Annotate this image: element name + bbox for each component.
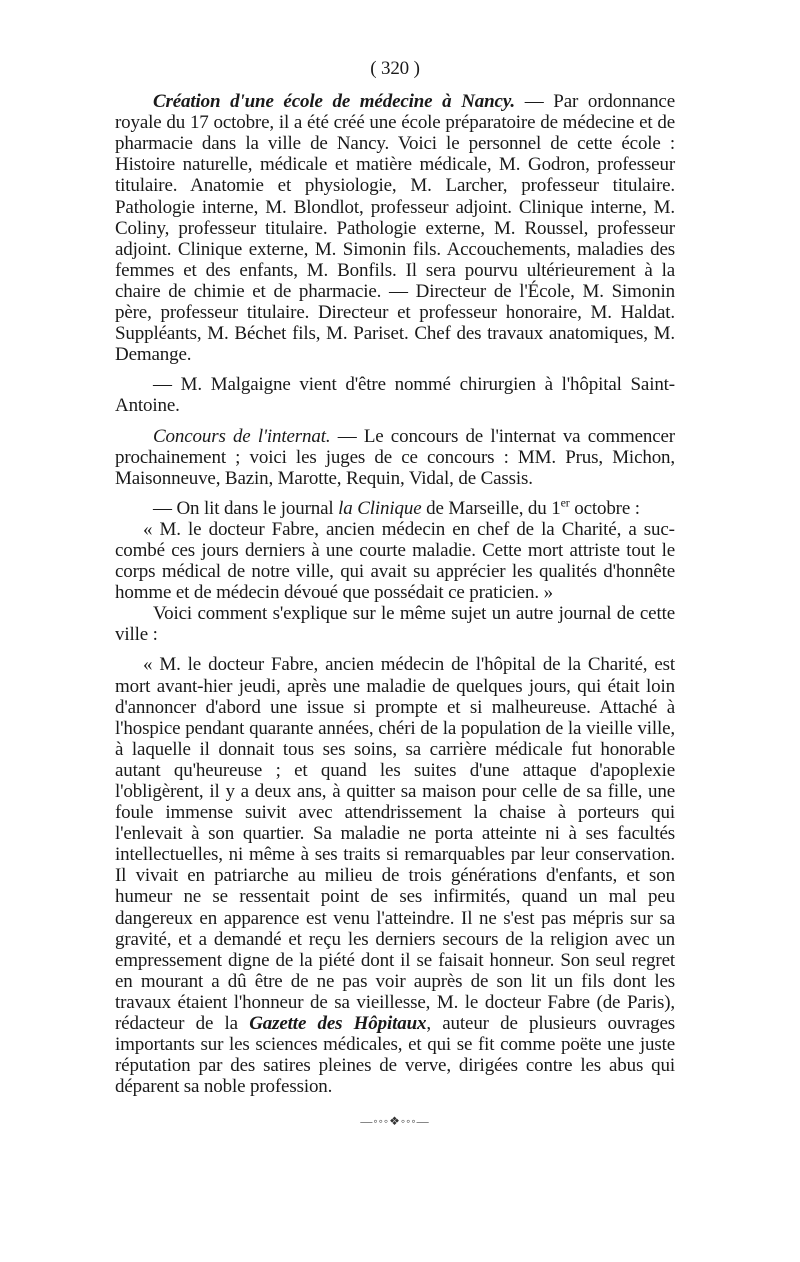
paragraph-text: — Le concours de l'internat va commencer prochainement ; voici les juges de ce concours : MM. Prus, Michon, Maisonneuve, Bazin, Marotte, Requin, Vidal, de Cassis. [115,425,675,489]
paragraph-text: — M. Malgaigne vient d'être nommé chirurgien à l'hôpital Saint-Antoine. [115,374,675,417]
paragraph-text: octobre : [569,497,640,519]
journal-title-clinique: la Clinique [338,497,422,519]
page-number: ( 320 ) [370,58,420,79]
section-heading-internat: Concours de l'internat. [153,425,331,447]
superscript: er [560,495,570,510]
paragraph-text: Voici comment s'explique sur le même sujet un autre journal de cette ville : [115,603,675,646]
paragraph-malgaigne [115,374,675,416]
paragraph-text: « M. le docteur Fabre, ancien médecin de l'hôpital de la Charité, est mort avant-hier jeudi, après une maladie de quelques jours, qui était loin d'annoncer d'abord une issue si prompte et si malheureuse. Attaché à l'hospice pendant quarante années, chéri de la population de la vieille ville, à laquelle il donnait tous ses soins, sa carrière médicale fut honorable autant qu'heureuse ; et quand les suites d'une attaque d'apoplexie l'obligèrent, il y a deux ans, à quitter sa maison pour celle de sa fille, une foule immense suivit avec attendrissement la chaise à porteurs qui l'enlevait à son quartier. Sa maladie ne porta atteinte ni à ses facultés intellectuelles, ni même à ses traits si remarquables par leur conservation. Il vivait en patriarche au milieu de trois générations d'enfants, et son humeur ne se ressentait point de ses infirmités, quand un mal peu dangereux en apparence est venu l'atteindre. Il ne s'est pas mépris sur sa gravité, et a demandé et reçu les derniers secours de la religion avec un empressement digne de la piété dont il se faisait honneur. Son seul regret en mourant a dû être de ne pas voir auprès de son lit un fils dont les travaux étaient l'honneur de sa vieillesse, M. le docteur Fabre (de Paris), rédacteur de la [115,654,675,1035]
paragraph-nancy-school [115,91,675,365]
paragraph-text: — On lit dans le journal [153,497,339,519]
paragraph-text: — Par ordonnance royale du 17 octobre, il a été créé une école préparatoire de médecine et de pharmacie dans la ville de Nancy. Voici le personnel de cette école : Histoire naturelle, médicale et matière médicale, M. Godron, professeur titulaire. Anatomie et physiologie, M. Larcher, professeur titulaire. Pathologie interne, M. Blondlot, professeur adjoint. Clinique interne, M. Coliny, professeur titulaire. Pathologie externe, M. Roussel, professeur adjoint. Clinique externe, M. Simonin fils. Accouchements, maladies des femmes et des enfants, M. Bonfils. Il sera pourvu ultérieurement à la chaire de chimie et de pharmacie. — Directeur de l'École, M. Simonin père, professeur titulaire. Directeur et professeur honoraire, M. Haldat. Suppléants, M. Béchet fils, M. Pariset. Chef des travaux anatomiques, M. Demange. [115,91,676,366]
paragraph-internat [115,426,675,489]
paragraph-text: , auteur de plusieurs ouvrages importants sur les sciences médicales, et qui se fit comme poëte une juste réputation par des satires pleines de verve, dirigées contre les abus qui déparent sa noble profession. [115,1013,675,1098]
paragraph-quote-clinique [115,519,675,603]
journal-title-gazette: Gazette des Hôpitaux [249,1013,427,1035]
paragraph-clinique-intro [115,495,675,519]
paragraph-quote-fabre [115,654,675,1097]
paragraph-other-journal [115,603,675,645]
text-block [115,58,675,1133]
ornament-divider: —◦◦◦❖◦◦◦— [360,1114,430,1129]
paragraph-text: de Marseille, du 1 [421,497,561,519]
section-heading-nancy: Création d'une école de médecine à Nancy. [153,91,516,113]
paragraph-text: « M. le docteur Fabre, ancien médecin en chef de la Charité, a succombé ces jours derniers à une courte maladie. Cette mort attriste tout le corps médical de notre ville, qui avait su apprécier les qualités d'honnête homme et de médecin dévoué que possédait ce praticien. » [115,518,675,604]
